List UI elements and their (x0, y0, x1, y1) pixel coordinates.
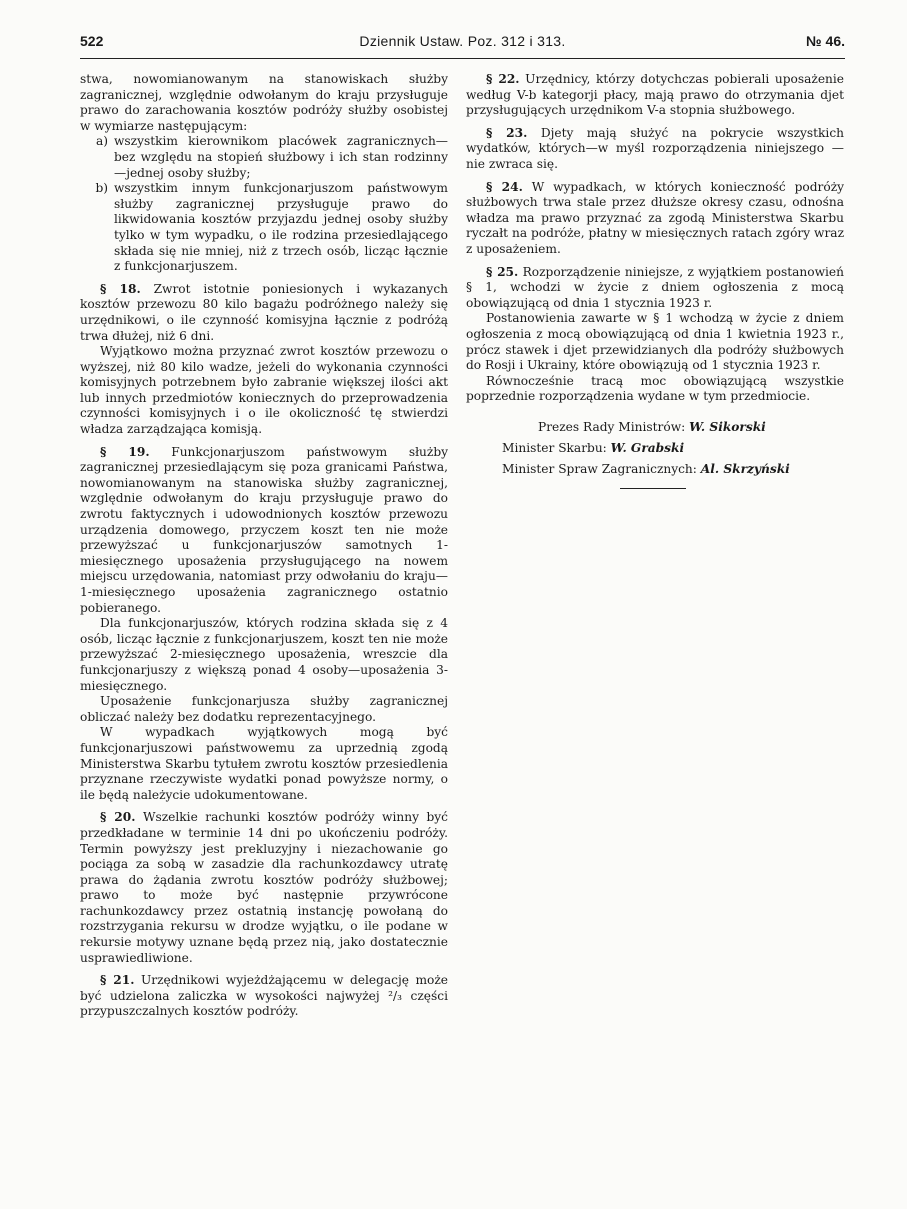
issue-number: № 46. (806, 33, 845, 49)
item-label: a) (95, 134, 108, 149)
section-text: W wypadkach, w których konieczność podróży służbowych trwa stale przez dłuższe okresy czasu, odnośna władza ma prawo przyznać za zgodą Ministerstwa Skarbu ryczałt na podróże, płatny w miesięcznych ratach zgóry wraz z uposażeniem. (466, 179, 844, 256)
section-text: Wszelkie rachunki kosztów podróży winny być przedkładane w terminie 14 dni po ukończeniu podróży. Termin powyższy jest prekluzyjny i niezachowanie go pociąga za sobą w zasadzie dla rachunkozdawcy utratę prawa do żądania zwrotu kosztów podróży służbowej; prawo to może być następnie przywrócone rachunkozdawcy przez ostatnią instancję powołaną do rozstrzygania rekursu w drodze wyjątku, o ile podane w rekursie motywy uznane będą przez nią, jako dostatecznie usprawiedliwione. (80, 810, 448, 965)
section-mark: § 24. (486, 179, 523, 194)
item-text: wszystkim innym funkcjonarjuszom państwowym służby zagranicznej przysługuje prawo do likwidowania kosztów przyjazdu jednej osoby służby tylko w tym wypadku, o ile rodzina przesiedlającego składa się nie mniej, niż z trzech osób, licząc łącznie z funkcjonarjuszem. (114, 181, 448, 274)
paragraph: Postanowienia zawarte w § 1 wchodzą w życie z dniem ogłoszenia z mocą obowiązującą od dnia 1 kwietnia 1923 r., prócz stawek i djet przewidzianych dla podróży służbowych do Rosji i Ukrainy, które obowiązują od 1 stycznia 1923 r. (466, 311, 844, 373)
section-text: Urzędnikowi wyjeżdżającemu w delegację może być udzielona zaliczka w wysokości najwyżej ²/₃ części przypuszczalnych kosztów podróży. (80, 973, 448, 1019)
paragraph: stwa, nowomianowanym na stanowiskach służby zagranicznej, względnie odwołanym do kraju przysługuje prawo do zarachowania kosztów podróży służby osobistej w wymiarze następującym: (80, 72, 448, 133)
page-header (80, 33, 845, 55)
section-text: Zwrot istotnie poniesionych i wykazanych kosztów przewozu 80 kilo bagażu podróżnego należy się urzędnikowi, o ile czynność komisyjna łącznie z podróżą trwa dłużej, niż 6 dni. (80, 281, 448, 343)
signatures (466, 417, 844, 489)
paragraph: Uposażenie funkcjonarjusza służby zagranicznej obliczać należy bez dodatku reprezentacyjnego. (80, 694, 448, 724)
section-25 (466, 265, 844, 312)
signature-role: Minister Skarbu: (502, 440, 607, 455)
signature-name: Al. Skrzyński (700, 461, 790, 476)
signature-role: Prezes Rady Ministrów: (538, 419, 686, 434)
header-rule (80, 58, 845, 59)
left-column (80, 72, 448, 1020)
section-20 (80, 810, 448, 966)
section-mark: § 19. (100, 444, 150, 459)
journal-title: Dziennik Ustaw. Poz. 312 i 313. (359, 33, 566, 49)
section-23 (466, 126, 844, 173)
page-number: 522 (80, 33, 104, 49)
paragraph: Równocześnie tracą moc obowiązującą wszystkie poprzednie rozporządzenia wydane w tym przedmiocie. (466, 373, 844, 404)
section-text: Djety mają służyć na pokrycie wszystkich wydatków, których—w myśl rozporządzenia niniejszego — nie zwraca się. (466, 125, 844, 171)
paragraph: Wyjątkowo można przyznać zwrot kosztów przewozu o wyższej, niż 80 kilo wadze, jeżeli do wykonania czynności komisyjnych potrzebnem było zabranie większej ilości akt lub innych przedmiotów koniecznych do przeprowadzenia czynności komisyjnych i o ile okoliczność tę stwierdzi władza zarządzająca komisją. (80, 344, 448, 437)
signature-treasury-minister (466, 438, 844, 459)
section-mark: § 23. (486, 125, 528, 140)
section-mark: § 21. (100, 973, 135, 988)
signature-role: Minister Spraw Zagranicznych: (502, 461, 697, 476)
paragraph: W wypadkach wyjątkowych mogą być funkcjonarjuszowi państwowemu za uprzednią zgodą Ministerstwa Skarbu tytułem zwrotu kosztów przesiedlenia przyznane rzeczywiste wydatki ponad powyższe normy, o ile będą należycie udokumentowane. (80, 725, 448, 802)
section-mark: § 18. (100, 281, 141, 296)
end-rule (620, 488, 686, 489)
section-mark: § 22. (486, 72, 520, 86)
section-text: Rozporządzenie niniejsze, z wyjątkiem postanowień § 1, wchodzi w życie z dniem ogłoszenia z mocą obowiązującą od dnia 1 stycznia 1923 r. (466, 264, 844, 310)
paragraph: Dla funkcjonarjuszów, których rodzina składa się z 4 osób, licząc łącznie z funkcjonarjuszem, koszt ten nie może przewyższać 2-miesięcznego uposażenia, wreszcie dla funkcjonarjuszy z większą ponad 4 osoby—uposażenia 3-miesięcznego. (80, 616, 448, 693)
signature-foreign-minister (466, 459, 844, 480)
section-text: Urzędnicy, którzy dotychczas pobierali uposażenie według V-b kategorji płacy, mają prawo do otrzymania djet przysługujących urzędnikom V-a stopnia służbowego. (466, 72, 844, 118)
signature-prime-minister (466, 417, 844, 438)
section-21 (80, 973, 448, 1020)
signature-name: W. Sikorski (689, 419, 766, 434)
section-18 (80, 282, 448, 344)
section-text: Funkcjonarjuszom państwowym służby zagranicznej przesiedlającym się poza granicami Państwa, nowomianowanym na stanowiska służby zagranicznej, względnie odwołanym do kraju przysługuje prawo do zwrotu faktycznych i udowodnionych kosztów przewozu urządzenia domowego, przyczem koszt ten nie może przewyższać u funkcjonarjuszów samotnych 1-miesięcznego uposażenia przysługującego na nowem miejscu urzędowania, natomiast przy odwołaniu do kraju—1-miesięcznego uposażenia zagranicznego ostatnio pobieranego. (80, 444, 449, 615)
list-item-a (80, 134, 448, 181)
section-22 (466, 72, 844, 119)
item-label: b) (95, 181, 108, 196)
item-text: wszystkim kierownikom placówek zagranicznych—bez względu na stopień służbowy i ich stan rodzinny—jednej osoby służby; (114, 134, 448, 180)
section-24 (466, 180, 844, 258)
list-item-b (80, 181, 448, 275)
signature-name: W. Grabski (610, 440, 685, 455)
section-mark: § 20. (100, 810, 136, 825)
section-19 (80, 445, 448, 617)
right-column (466, 72, 844, 489)
section-mark: § 25. (486, 264, 519, 279)
